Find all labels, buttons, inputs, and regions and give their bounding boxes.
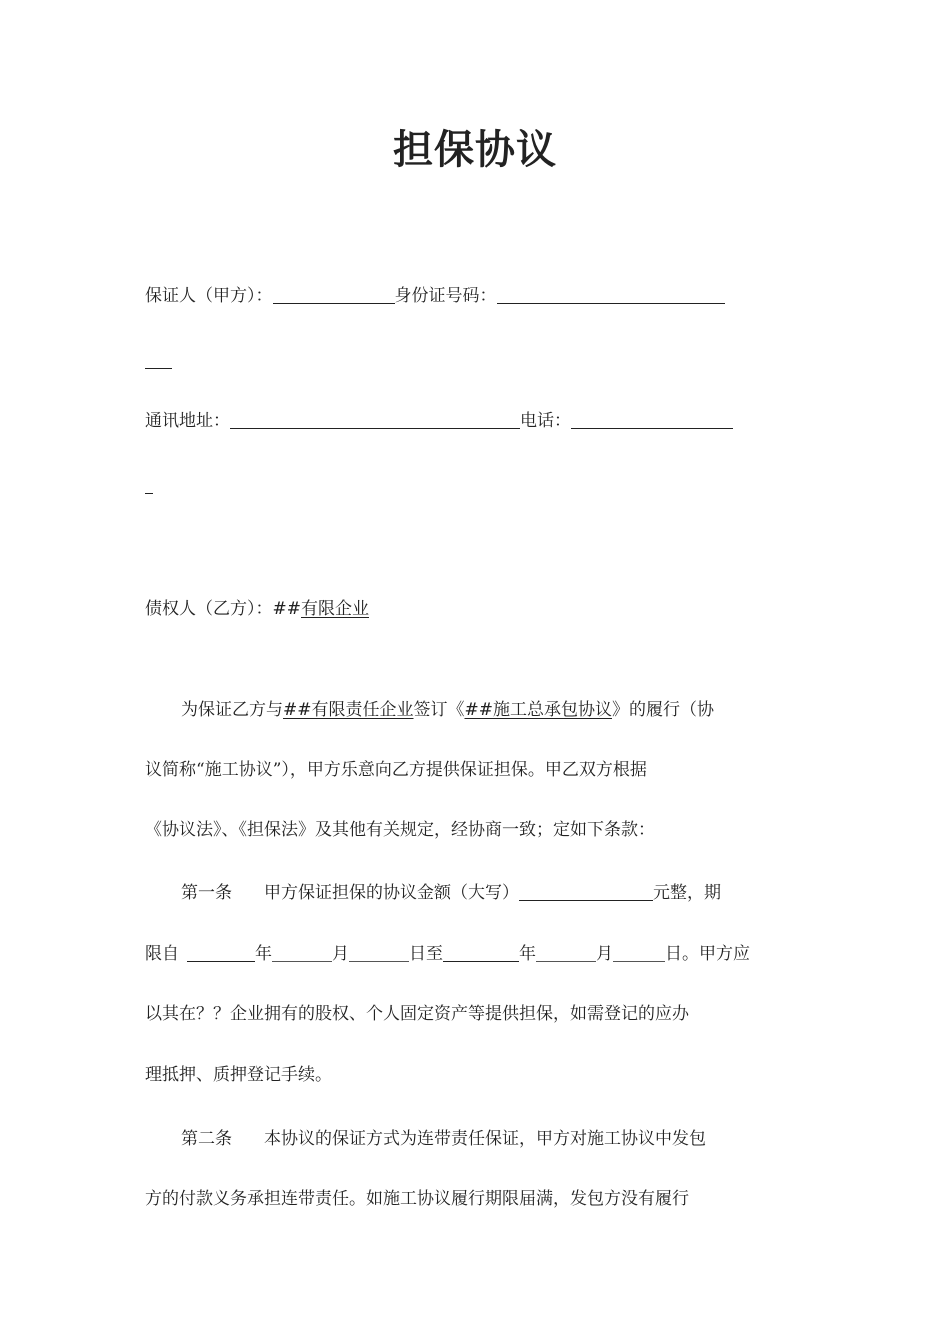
address-label: 通讯地址： bbox=[145, 411, 230, 431]
article-1-line-1 bbox=[145, 880, 803, 906]
phone-blank-cont[interactable] bbox=[145, 475, 153, 494]
article-2-label: 第二条 bbox=[181, 1129, 232, 1149]
end-day-blank[interactable] bbox=[613, 943, 665, 962]
phone-label: 电话： bbox=[520, 411, 571, 431]
start-month-blank[interactable] bbox=[272, 943, 332, 962]
article-1-text: 年 bbox=[519, 944, 536, 964]
article-1-text: 月 bbox=[332, 944, 349, 964]
article-1-line-3: 以其在？？企业拥有的股权、个人固定资产等提供担保，如需登记的应办 bbox=[145, 1004, 689, 1024]
preamble-line-3: 《协议法》、《担保法》及其他有关规定，经协商一致；定如下条款： bbox=[145, 820, 655, 840]
preamble-text: 》的履行（协 bbox=[612, 700, 714, 720]
contact-line bbox=[145, 408, 767, 434]
phone-continuation bbox=[145, 473, 767, 499]
document-title: 担保协议 bbox=[393, 126, 557, 173]
end-month-blank[interactable] bbox=[536, 943, 596, 962]
address-blank[interactable] bbox=[230, 410, 520, 429]
article-1-text: 限自 bbox=[145, 944, 179, 964]
preamble-line-1 bbox=[145, 697, 803, 723]
start-day-blank[interactable] bbox=[349, 943, 409, 962]
id-number-blank-cont[interactable] bbox=[145, 350, 172, 369]
party-company-name: ##有限责任企业 bbox=[283, 700, 414, 720]
preamble-text: 为保证乙方与 bbox=[181, 700, 283, 720]
article-1-text: 年 bbox=[255, 944, 272, 964]
creditor-prefix: ## bbox=[272, 599, 301, 619]
guarantor-name-blank[interactable] bbox=[273, 285, 395, 304]
guarantor-line bbox=[145, 283, 767, 309]
article-2-text: 本协议的保证方式为连带责任保证，甲方对施工协议中发包 bbox=[264, 1129, 706, 1149]
creditor-line bbox=[145, 596, 767, 622]
article-1-text: 日至 bbox=[409, 944, 443, 964]
article-1-text: 甲方保证担保的协议金额（大写） bbox=[264, 883, 519, 903]
article-2-line-1 bbox=[145, 1126, 803, 1152]
preamble-line-2: 议简称“施工协议”），甲方乐意向乙方提供保证担保。甲乙双方根据 bbox=[145, 760, 647, 780]
amount-words-blank[interactable] bbox=[519, 882, 653, 901]
end-year-blank[interactable] bbox=[443, 943, 519, 962]
article-1-text: 元整，期 bbox=[653, 883, 721, 903]
id-number-label: 身份证号码： bbox=[394, 286, 497, 306]
phone-blank[interactable] bbox=[571, 410, 733, 429]
guarantor-label: 保证人（甲方）： bbox=[145, 286, 273, 306]
article-1-text: 月 bbox=[596, 944, 613, 964]
preamble-text: 签订《 bbox=[413, 700, 465, 720]
id-number-continuation bbox=[145, 348, 767, 374]
article-1-label: 第一条 bbox=[181, 883, 232, 903]
contract-name: ##施工总承包协议 bbox=[464, 700, 612, 720]
article-1-line-2 bbox=[145, 941, 767, 967]
creditor-name: 有限企业 bbox=[301, 599, 369, 619]
creditor-label: 债权人（乙方）： bbox=[145, 599, 273, 619]
start-year-blank[interactable] bbox=[187, 943, 255, 962]
id-number-blank[interactable] bbox=[497, 285, 725, 304]
article-1-text: 日。甲方应 bbox=[665, 944, 750, 964]
article-2-line-2: 方的付款义务承担连带责任。如施工协议履行期限届满，发包方没有履行 bbox=[145, 1189, 689, 1209]
article-1-line-4: 理抵押、质押登记手续。 bbox=[145, 1065, 332, 1085]
